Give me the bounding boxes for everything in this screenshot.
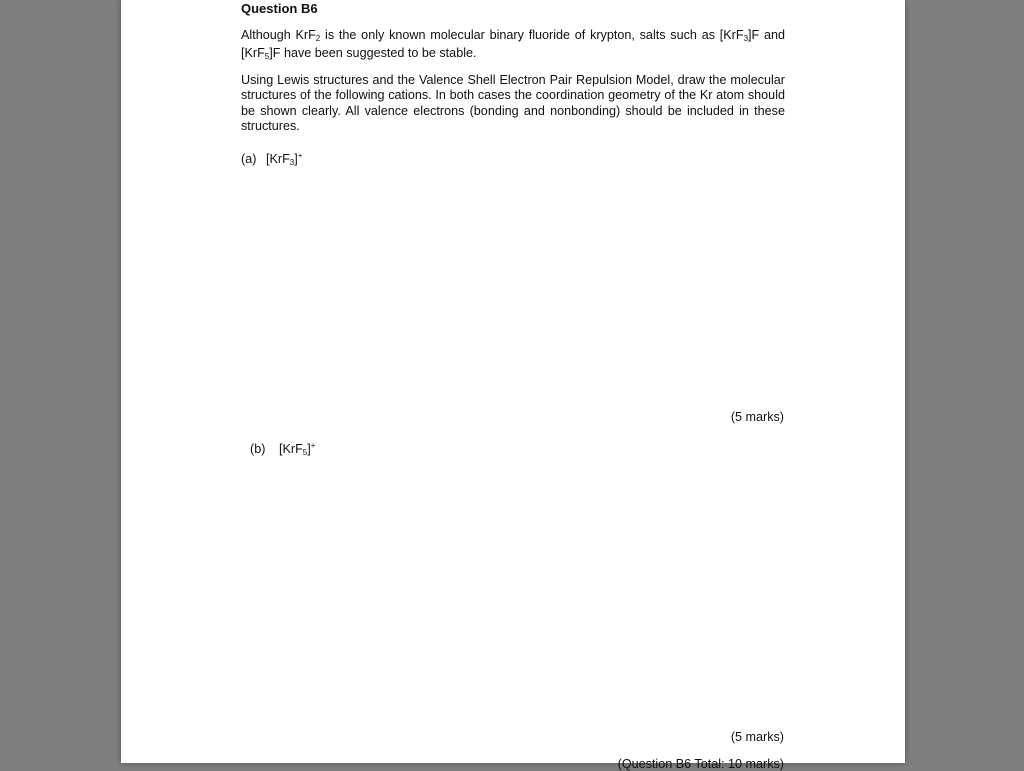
part-b-marks: (5 marks) — [730, 730, 784, 744]
question-total-footer: (Question B6 Total: 10 marks) — [617, 757, 784, 771]
part-a-formula: [KrF$_3$]+ — [266, 151, 303, 167]
part-a-marks: (5 marks) — [730, 410, 784, 424]
part-b-label: (b) — [250, 442, 266, 456]
part-b-formula: [KrF$_5$]+ — [279, 441, 316, 457]
part-a-label: (a) — [241, 152, 257, 166]
question-title: Question B6 — [241, 1, 318, 16]
part-b — [250, 441, 315, 457]
question-instructions: Using Lewis structures and the Valence Shell Electron Pair Repulsion Model, draw the molecular structures of the following cations. In both cases the coordination geometry of the Kr atom should be shown clearly. All valence electrons (bonding and nonbonding) should be included in these structures. — [241, 73, 785, 134]
part-a — [241, 151, 302, 167]
question-intro: Although KrF$_2$ is the only known molecular binary fluoride of krypton, salts such as [KrF$_3$]F and [KrF$_5$]F have been suggested to be stable. — [241, 28, 785, 62]
document-page — [121, 0, 905, 771]
